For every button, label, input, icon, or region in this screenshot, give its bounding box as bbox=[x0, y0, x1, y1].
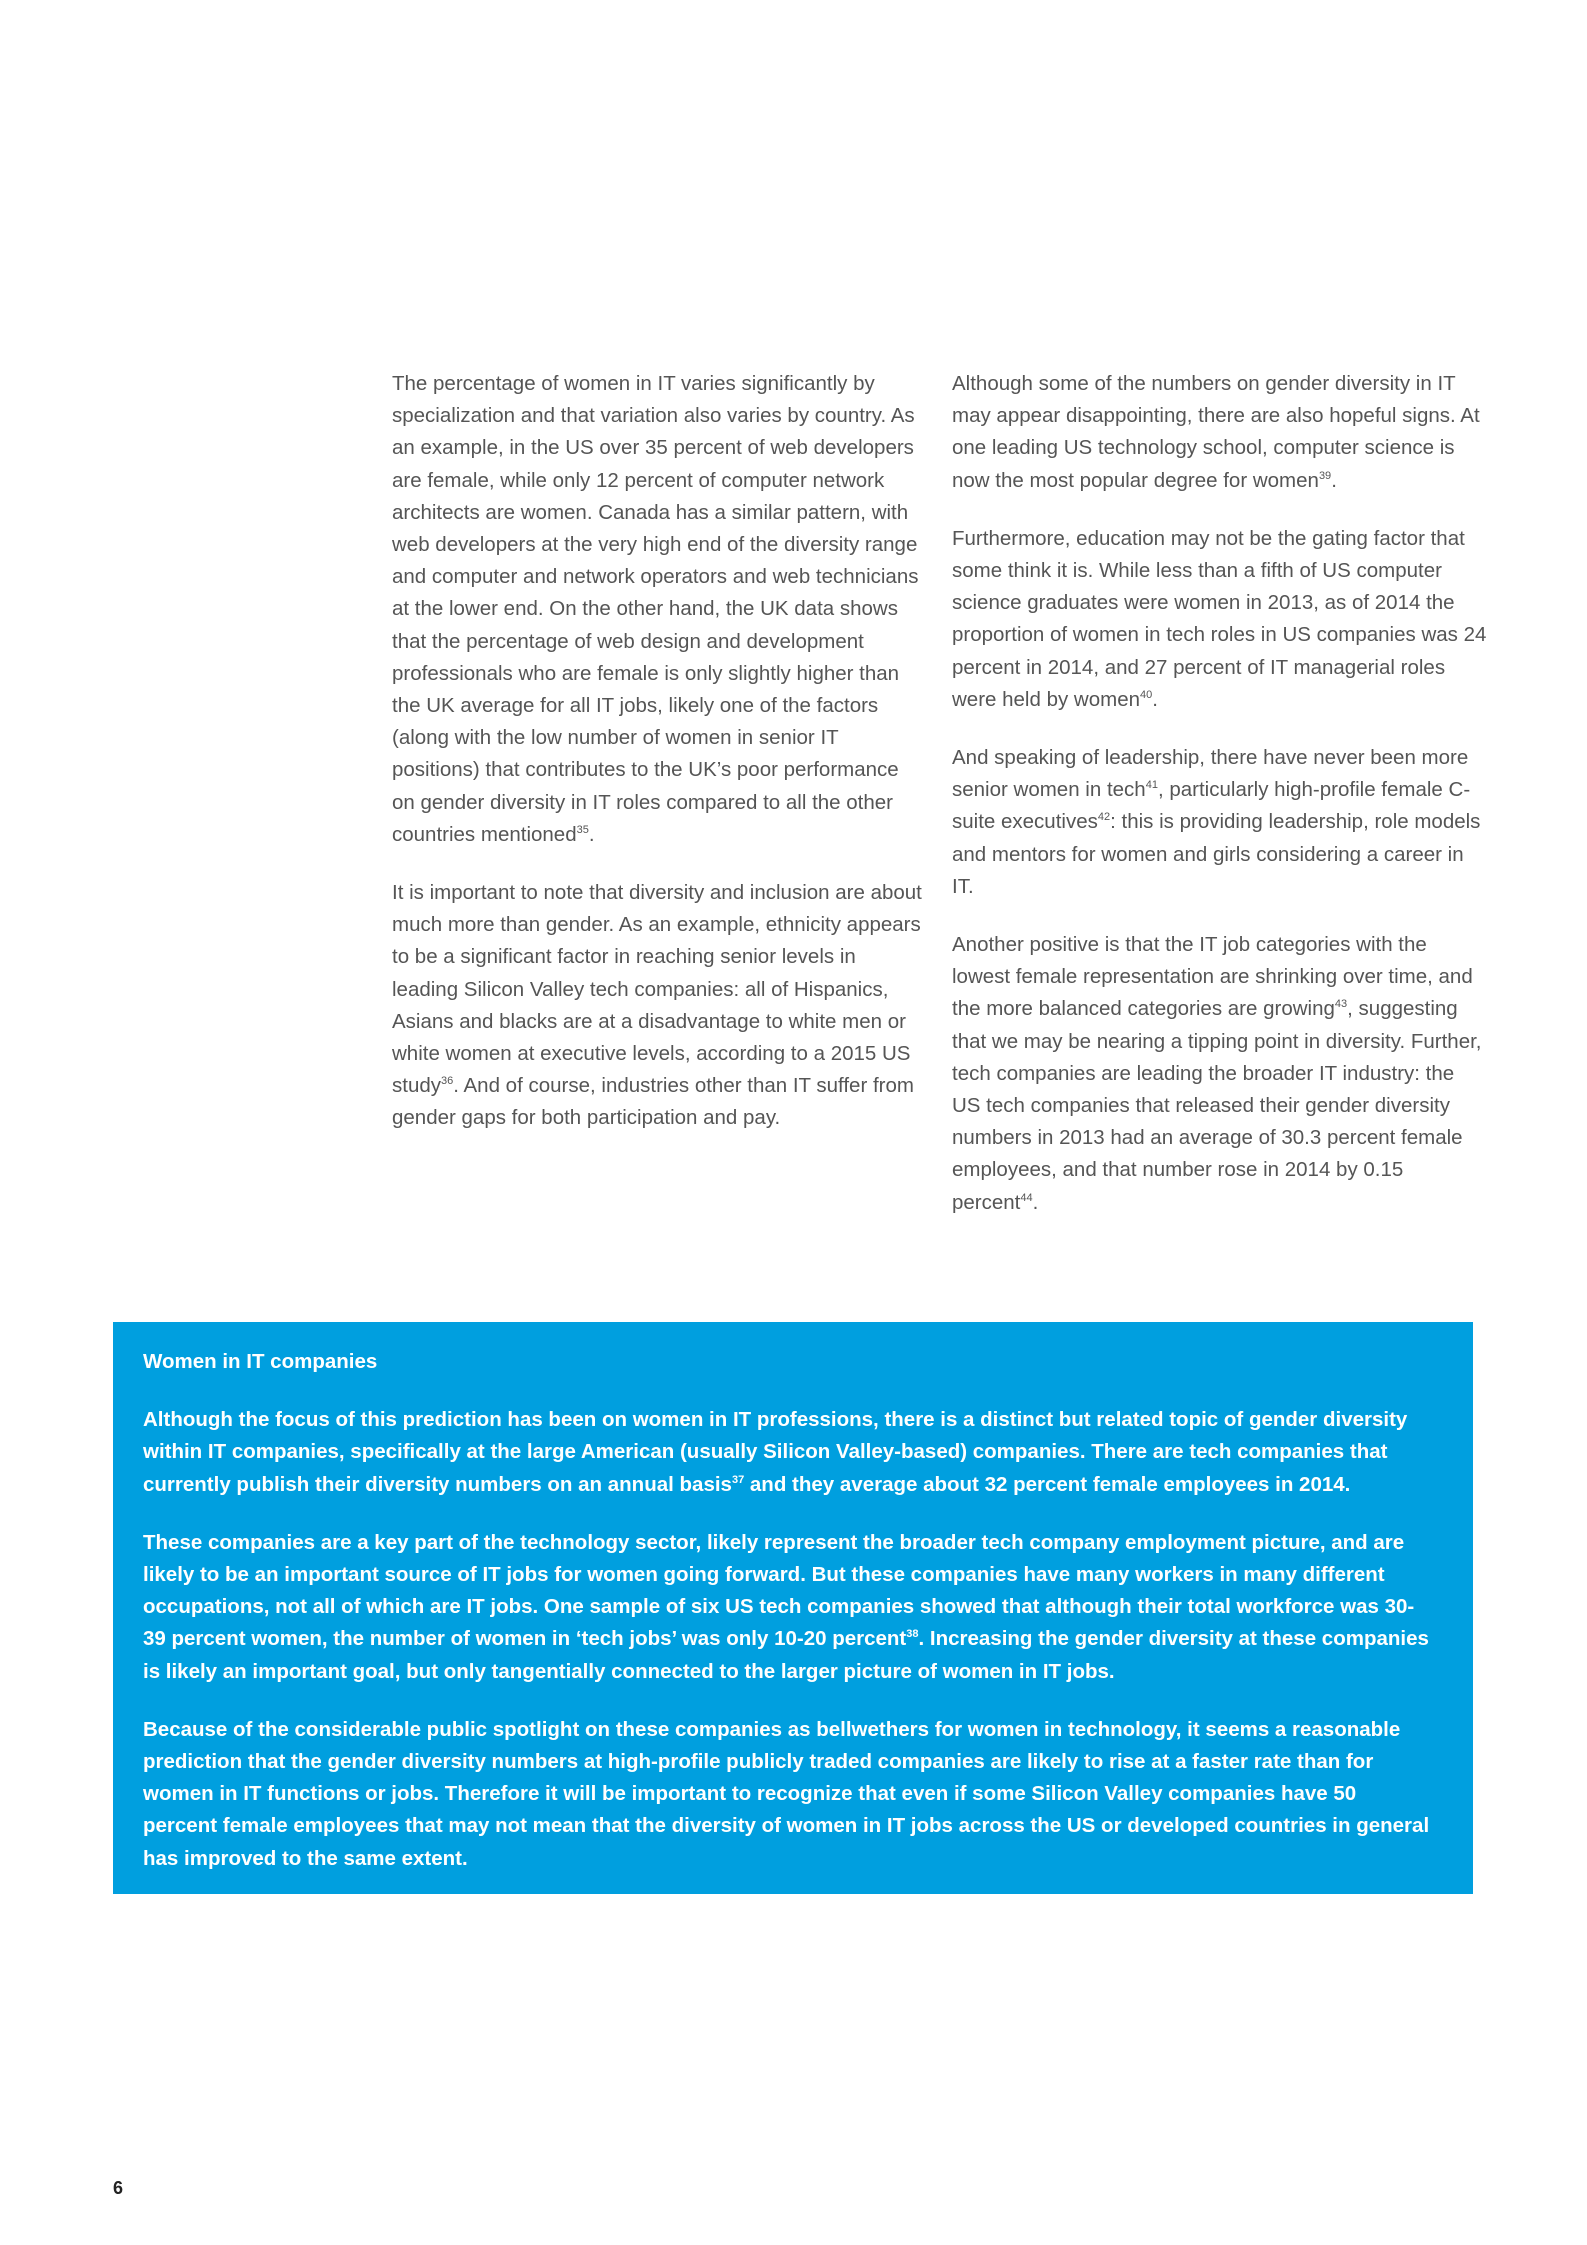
page-number: 6 bbox=[113, 2178, 124, 2198]
right-text-column bbox=[952, 368, 1487, 1219]
footnote-ref: 37 bbox=[731, 1473, 745, 1486]
callout-paragraph: Although the focus of this prediction has been on women in IT professions, there is a distinct but related topic of gender diversity within IT companies, specifically at the large American (usually Silicon Valley-based) companies. There are tech companies that currently publish their diversity numbers on an annual basis$^{37}$ and they average about 32 percent female employees in 2014. bbox=[143, 1408, 1408, 1496]
footnote-ref: 41 bbox=[1145, 779, 1158, 792]
footnote-ref: 38 bbox=[906, 1628, 919, 1641]
left-text-column bbox=[392, 368, 922, 1135]
paragraph: Although some of the numbers on gender diversity in IT may appear disappointing, there are also hopeful signs. At one leading US technology school, computer science is now the most popular degree for women$^{39}$. bbox=[952, 372, 1480, 492]
footnote-ref: 39 bbox=[1318, 469, 1332, 482]
footnote-ref: 44 bbox=[1020, 1191, 1033, 1204]
paragraph: And speaking of leadership, there have never been more senior women in tech$^{41}$, particularly high-profile female C-suite executives$^{42}$: this is providing leadership, role models and mentors for women and girls considering a career in IT. bbox=[952, 746, 1481, 898]
footnote-ref: 35 bbox=[576, 823, 589, 836]
paragraph: It is important to note that diversity and inclusion are about much more than gender. As an example, ethnicity appears to be a significant factor in reaching senior levels in leading Silicon Valley tech companies: all of Hispanics, Asians and blacks are at a disadvantage to white men or white women at executive levels, according to a 2015 US study$^{36}$. And of course, industries other than IT suffer from gender gaps for both participation and pay. bbox=[392, 881, 922, 1130]
footnote-ref: 36 bbox=[441, 1075, 454, 1088]
footnote-ref: 43 bbox=[1334, 998, 1348, 1011]
footnote-ref: 42 bbox=[1097, 811, 1111, 824]
paragraph: The percentage of women in IT varies significantly by specialization and that variation also varies by country. As an example, in the US over 35 percent of web developers are female, while only 12 percent of computer network architects are women. Canada has a similar pattern, with web developers at the very high end of the diversity range and computer and network operators and web technicians at the lower end. On the other hand, the UK data shows that the percentage of web design and development professionals who are female is only slightly higher than the UK average for all IT jobs, likely one of the factors (along with the low number of women in senior IT positions) that contributes to the UK’s poor performance on gender diversity in IT roles compared to all the other countries mentioned$^{35}$. bbox=[392, 372, 919, 846]
footnote-ref: 40 bbox=[1140, 688, 1153, 701]
paragraph: Furthermore, education may not be the gating factor that some think it is. While less than a fifth of US computer science graduates were women in 2013, as of 2014 the proportion of women in tech roles in US companies was 24 percent in 2014, and 27 percent of IT managerial roles were held by women$^{40}$. bbox=[952, 526, 1487, 711]
paragraph: Another positive is that the IT job categories with the lowest female representation are shrinking over time, and the more balanced categories are growing$^{43}$, suggesting that we may be nearing a tipping point in diversity. Further, tech companies are leading the broader IT industry: the US tech companies that released their gender diversity numbers in 2013 had an average of 30.3 percent female employees, and that number rose in 2014 by 0.15 percent$^{44}$. bbox=[952, 933, 1482, 1214]
callout-box bbox=[113, 1322, 1473, 1894]
callout-paragraph: Because of the considerable public spotlight on these companies as bellwethers for women in technology, it seems a reasonable prediction that the gender diversity numbers at high-profile publicly traded companies are likely to rise at a faster rate than for women in IT functions or jobs. Therefore it will be important to recognize that even if some Silicon Valley companies have 50 percent female employees that may not mean that the diversity of women in IT jobs across the US or developed countries in general has improved to the same extent. bbox=[143, 1717, 1430, 1870]
callout-paragraph: These companies are a key part of the technology sector, likely represent the broader tech company employment picture, and are likely to be an important source of IT jobs for women going forward. But these companies have many workers in many different occupations, not all of which are IT jobs. One sample of six US tech companies showed that although their total workforce was 30-39 percent women, the number of women in ‘tech jobs’ was only 10-20 percent$^{38}$. Increasing the gender diversity at these companies is likely an important goal, but only tangentially connected to the larger picture of women in IT jobs. bbox=[143, 1530, 1429, 1683]
callout-title: Women in IT companies bbox=[143, 1350, 378, 1373]
